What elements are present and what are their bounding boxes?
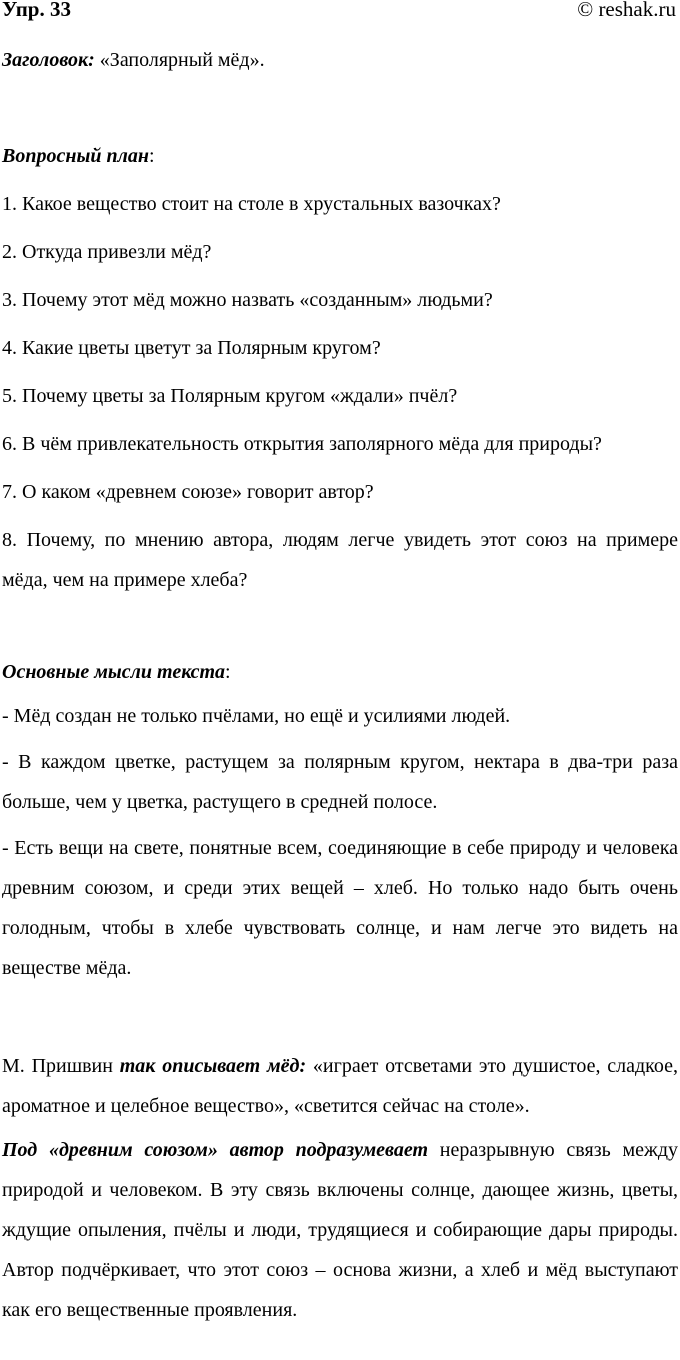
plan-item: 2. Откуда привезли мёд? xyxy=(2,241,212,263)
plan-label: Вопросный план xyxy=(2,145,149,167)
thoughts-heading xyxy=(2,652,678,692)
site-credit: © reshak.ru xyxy=(577,0,676,21)
analysis-text-2: неразрывную связь между природой и человеком. В эту связь включены солнце, дающее жизнь, цветы, ждущие опыления, пчёлы и люди, трудящиеся и собирающие дары природы. Автор подчёркивает, что этот союз – основа жизни, а хлеб и мёд выступают как его вещественные проявления. xyxy=(2,1139,679,1321)
plan-item: 7. О каком «древнем союзе» говорит автор? xyxy=(2,481,374,503)
thoughts-colon: : xyxy=(225,661,231,683)
exercise-number: Упр. 33 xyxy=(2,0,71,21)
plan-colon: : xyxy=(148,145,155,167)
plan-item: 3. Почему этот мёд можно назвать «созданным» людьми? xyxy=(2,289,493,311)
analysis-text-1: «играет отсветами это душистое, сладкое, ароматное и целебное вещество», «светится сейчас на столе». xyxy=(2,1055,679,1117)
plan-item: 4. Какие цветы цветут за Полярным кругом? xyxy=(2,337,381,359)
analysis-section xyxy=(2,1046,678,1330)
plan-item: 6. В чём привлекательность открытия заполярного мёда для природы? xyxy=(2,433,602,455)
thought-item: - Есть вещи на свете, понятные всем, соединяющие в себе природу и человека древним союзом, и среди этих вещей – хлеб. Но только надо быть очень голодным, чтобы в хлебе чувствовать солнце, и нам легче это видеть на веществе мёда. xyxy=(2,837,678,979)
thought-item: - Мёд создан не только пчёлами, но ещё и усилиями людей. xyxy=(2,705,511,727)
analysis-emphasis-1: так описывает мёд: xyxy=(119,1055,307,1077)
author-name: М. Пришвин xyxy=(2,1055,120,1077)
plan-item: 5. Почему цветы за Полярным кругом «ждали» пчёл? xyxy=(2,385,458,407)
analysis-paragraph-2 xyxy=(2,1130,678,1330)
title-label: Заголовок: xyxy=(2,49,95,71)
plan-item: 1. Какое вещество стоит на столе в хрустальных вазочках? xyxy=(2,193,501,215)
title-line xyxy=(2,40,678,80)
title-value: «Заполярный мёд». xyxy=(94,49,265,71)
thoughts-section xyxy=(2,652,678,988)
plan-item: 8. Почему, по мнению автора, людям легче увидеть этот союз на примере мёда, чем на примере хлеба? xyxy=(2,529,678,591)
page-header xyxy=(2,0,676,26)
plan-section xyxy=(2,136,678,600)
plan-heading xyxy=(2,136,678,176)
analysis-paragraph-1 xyxy=(2,1046,678,1126)
analysis-emphasis-2: Под «древним союзом» автор подразумевает xyxy=(2,1139,429,1161)
thought-item: - В каждом цветке, растущем за полярным кругом, нектара в два-три раза больше, чем у цветка, растущего в средней полосе. xyxy=(2,751,678,813)
thoughts-label: Основные мысли текста xyxy=(2,661,226,683)
